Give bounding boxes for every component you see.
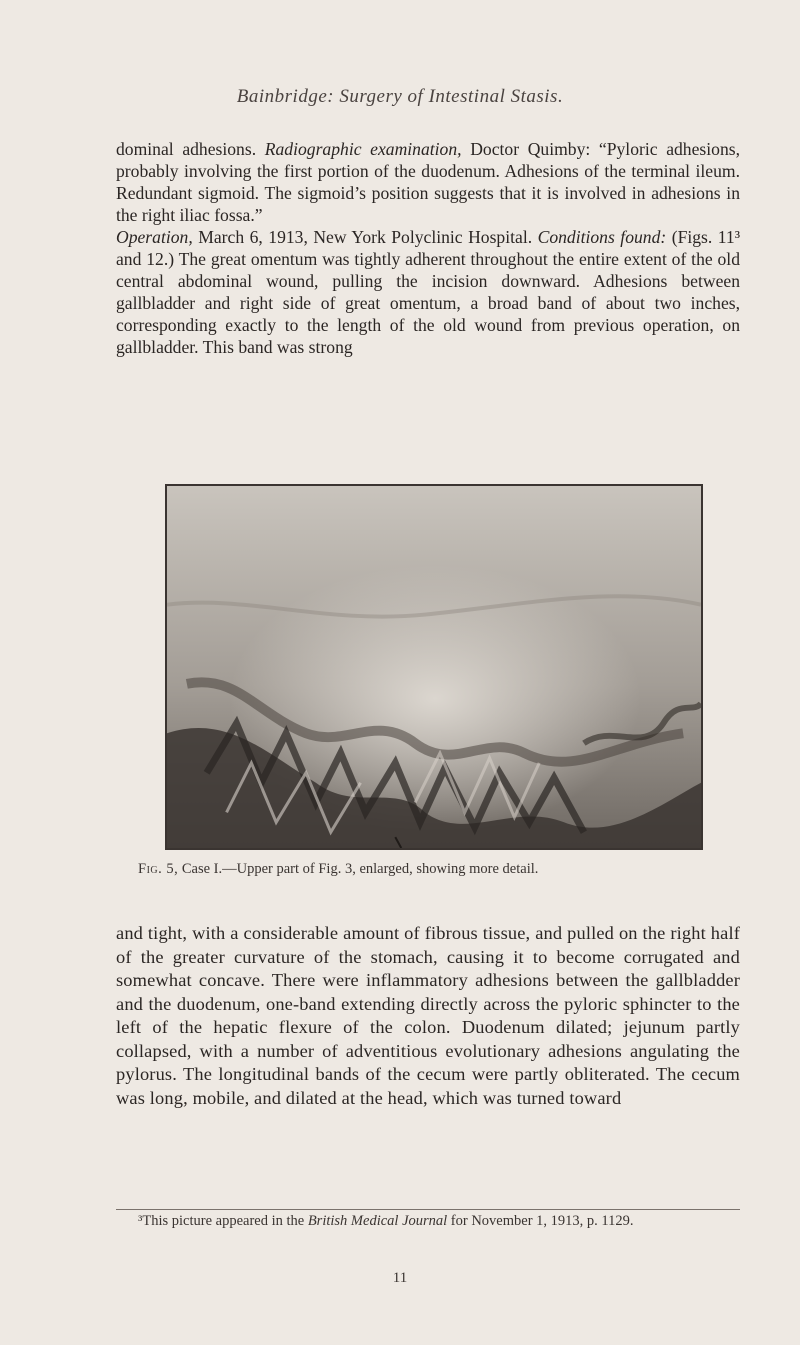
surgical-photo-illustration — [167, 486, 701, 848]
radiographic-heading: Radiographic examination, — [264, 139, 462, 159]
page-number: 11 — [392, 1270, 408, 1286]
figure-caption — [116, 860, 740, 879]
top-paragraph — [116, 138, 740, 226]
bottom-text-block — [116, 922, 740, 1110]
top-text-block — [116, 138, 740, 358]
caption-label: Fig. 5, — [138, 861, 179, 877]
operation-text: March 6, 1913, New York Polyclinic Hospital. — [192, 227, 538, 247]
footnote-journal: British Medical Journal — [307, 1213, 448, 1229]
figure-photograph — [165, 484, 703, 850]
bottom-paragraph: and tight, with a considerable amount of fibrous tissue, and pulled on the right half of the greater curvature of the stomach, causing it to become corrugated and somewhat concave. There were inflammatory adhesions between the gallbladder and the duodenum, one-band extending directly across the pyloric sphincter to the left of the hepatic flexure of the colon. Duodenum dilated; jejunum partly collapsed, with a number of adventitious evolutionary adhesions angulating the pylorus. The longitudinal bands of the cecum were partly obliterated. The cecum was long, mobile, and dilated at the head, which was turned toward — [116, 923, 740, 1108]
footnote-text-before: ³This picture appeared in the — [138, 1213, 308, 1229]
footnote-text-after: for November 1, 1913, p. 1129. — [447, 1213, 634, 1229]
running-head: Bainbridge: Surgery of Intestinal Stasis. — [236, 86, 564, 107]
radiographic-text: Doctor Quimby: “Pyloric adhesions, probably involving the first portion of the duodenum. Adhesions of the terminal ileum. Redundant sigmoid. The sigmoid’s position suggests that it is involved in adhesions in the right iliac fossa.” — [116, 139, 740, 225]
caption-text: Case I.—Upper part of Fig. 3, enlarged, showing more detail. — [178, 861, 539, 877]
conditions-text: (Figs. 11³ and 12.) The great omentum was tightly adherent throughout the entire extent of the old central abdominal wound, pulling the incision downward. Adhesions between gallbladder and right side of great omentum, a broad band of about two inches, corresponding exactly to the length of the old wound from previous operation, on gallbladder. This band was strong — [116, 227, 740, 357]
footnote-rule — [116, 1209, 740, 1210]
intro-text: dominal adhesions. — [116, 139, 265, 159]
operation-paragraph — [116, 226, 740, 358]
operation-heading: Operation, — [116, 227, 193, 247]
conditions-heading: Conditions found: — [537, 227, 667, 247]
footnote — [116, 1212, 740, 1230]
